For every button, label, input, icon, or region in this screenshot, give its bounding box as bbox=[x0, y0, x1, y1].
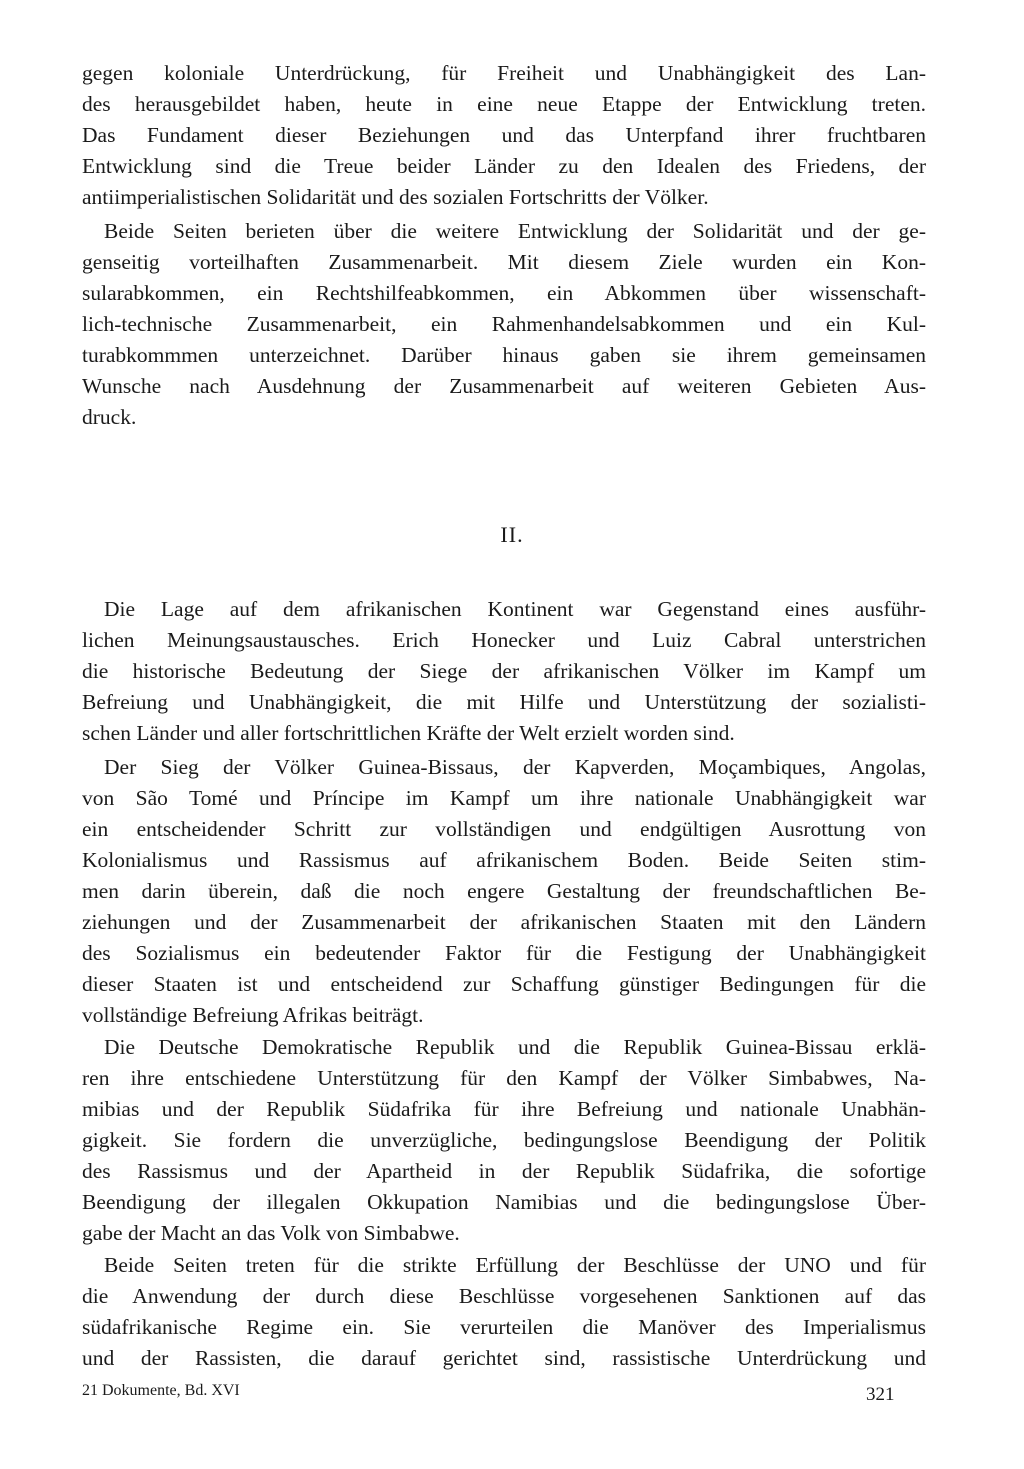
text-line: des herausgebildet haben, heute in eine neue Etappe der Entwicklung treten. bbox=[82, 92, 926, 116]
text-line: schen Länder und aller fortschrittlichen Kräfte der Welt erzielt worden sind. bbox=[82, 721, 735, 745]
text-line: des Rassismus und der Apartheid in der Republik Südafrika, die sofortige bbox=[82, 1159, 926, 1183]
text-line: Die Lage auf dem afrikanischen Kontinent war Gegenstand eines ausführ- bbox=[104, 597, 926, 621]
text-line: Der Sieg der Völker Guinea-Bissaus, der Kapverden, Moçambiques, Angolas, bbox=[104, 755, 926, 779]
text-line: ein entscheidender Schritt zur vollständigen und endgültigen Ausrottung von bbox=[82, 817, 926, 841]
text-line: Entwicklung sind die Treue beider Länder zu den Idealen des Friedens, der bbox=[82, 154, 926, 178]
text-line: sularabkommen, ein Rechtshilfeabkommen, ein Abkommen über wissenschaft- bbox=[82, 281, 926, 305]
text-line: die historische Bedeutung der Siege der afrikanischen Völker im Kampf um bbox=[82, 659, 926, 683]
text-line: Wunsche nach Ausdehnung der Zusammenarbeit auf weiteren Gebieten Aus- bbox=[82, 374, 926, 398]
text-line: dieser Staaten ist und entscheidend zur Schaffung günstiger Bedingungen für die bbox=[82, 972, 926, 996]
text-line: von São Tomé und Príncipe im Kampf um ihre nationale Unabhängigkeit war bbox=[82, 786, 926, 810]
text-line: ren ihre entschiedene Unterstützung für den Kampf der Völker Simbabwes, Na- bbox=[82, 1066, 926, 1090]
text-line: Die Deutsche Demokratische Republik und die Republik Guinea-Bissau erklä- bbox=[104, 1035, 926, 1059]
text-line: men darin überein, daß die noch engere Gestaltung der freundschaftlichen Be- bbox=[82, 879, 926, 903]
text-line: turabkommmen unterzeichnet. Darüber hinaus gaben sie ihrem gemeinsamen bbox=[82, 343, 926, 367]
section-heading: II. bbox=[500, 522, 524, 547]
text-line: vollständige Befreiung Afrikas beiträgt. bbox=[82, 1003, 424, 1027]
text-line: mibias und der Republik Südafrika für ihre Befreiung und nationale Unabhän- bbox=[82, 1097, 926, 1121]
text-line: Beendigung der illegalen Okkupation Namibias und die bedingungslose Über- bbox=[82, 1190, 926, 1214]
text-line: genseitig vorteilhaften Zusammenarbeit. Mit diesem Ziele wurden ein Kon- bbox=[82, 250, 926, 274]
paragraph-victory-of-peoples bbox=[82, 752, 926, 1031]
text-line: druck. bbox=[82, 405, 137, 429]
text-line: gabe der Macht an das Volk von Simbabwe. bbox=[82, 1221, 460, 1245]
text-line: ziehungen und der Zusammenarbeit der afrikanischen Staaten mit den Ländern bbox=[82, 910, 926, 934]
text-line: Das Fundament dieser Beziehungen und das Unterpfand ihrer fruchtbaren bbox=[82, 123, 926, 147]
text-line: Kolonialismus und Rassismus auf afrikanischem Boden. Beide Seiten stim- bbox=[82, 848, 926, 872]
page-number: 321 bbox=[866, 1384, 895, 1405]
text-line: des Sozialismus ein bedeutender Faktor für die Festigung der Unabhängigkeit bbox=[82, 941, 926, 965]
paragraph-uno-resolutions bbox=[82, 1250, 926, 1374]
text-line: gigkeit. Sie fordern die unverzügliche, bedingungslose Beendigung der Politik bbox=[82, 1128, 926, 1152]
text-line: Beide Seiten treten für die strikte Erfüllung der Beschlüsse der UNO und für bbox=[104, 1253, 926, 1277]
text-line: Befreiung und Unabhängigkeit, die mit Hilfe und Unterstützung der sozialisti- bbox=[82, 690, 926, 714]
text-line: antiimperialistischen Solidarität und des sozialen Fortschritts der Völker. bbox=[82, 185, 709, 209]
text-line: und der Rassisten, die darauf gerichtet sind, rassistische Unterdrückung und bbox=[82, 1346, 926, 1370]
text-line: die Anwendung der durch diese Beschlüsse vorgesehenen Sanktionen auf das bbox=[82, 1284, 926, 1308]
text-line: lichen Meinungsaustausches. Erich Honecker und Luiz Cabral unterstrichen bbox=[82, 628, 926, 652]
text-line: lich-technische Zusammenarbeit, ein Rahmenhandelsabkommen und ein Kul- bbox=[82, 312, 926, 336]
text-line: gegen koloniale Unterdrückung, für Freiheit und Unabhängigkeit des Lan- bbox=[82, 61, 926, 85]
footer-signature: 21 Dokumente, Bd. XVI bbox=[82, 1382, 240, 1399]
paragraph-continuation bbox=[82, 58, 926, 213]
paragraph-agreements bbox=[82, 216, 926, 433]
text-line: südafrikanische Regime ein. Sie verurteilen die Manöver des Imperialismus bbox=[82, 1315, 926, 1339]
paragraph-african-continent bbox=[82, 594, 926, 749]
paragraph-support-declaration bbox=[82, 1032, 926, 1249]
text-line: Beide Seiten berieten über die weitere Entwicklung der Solidarität und der ge- bbox=[104, 219, 926, 243]
